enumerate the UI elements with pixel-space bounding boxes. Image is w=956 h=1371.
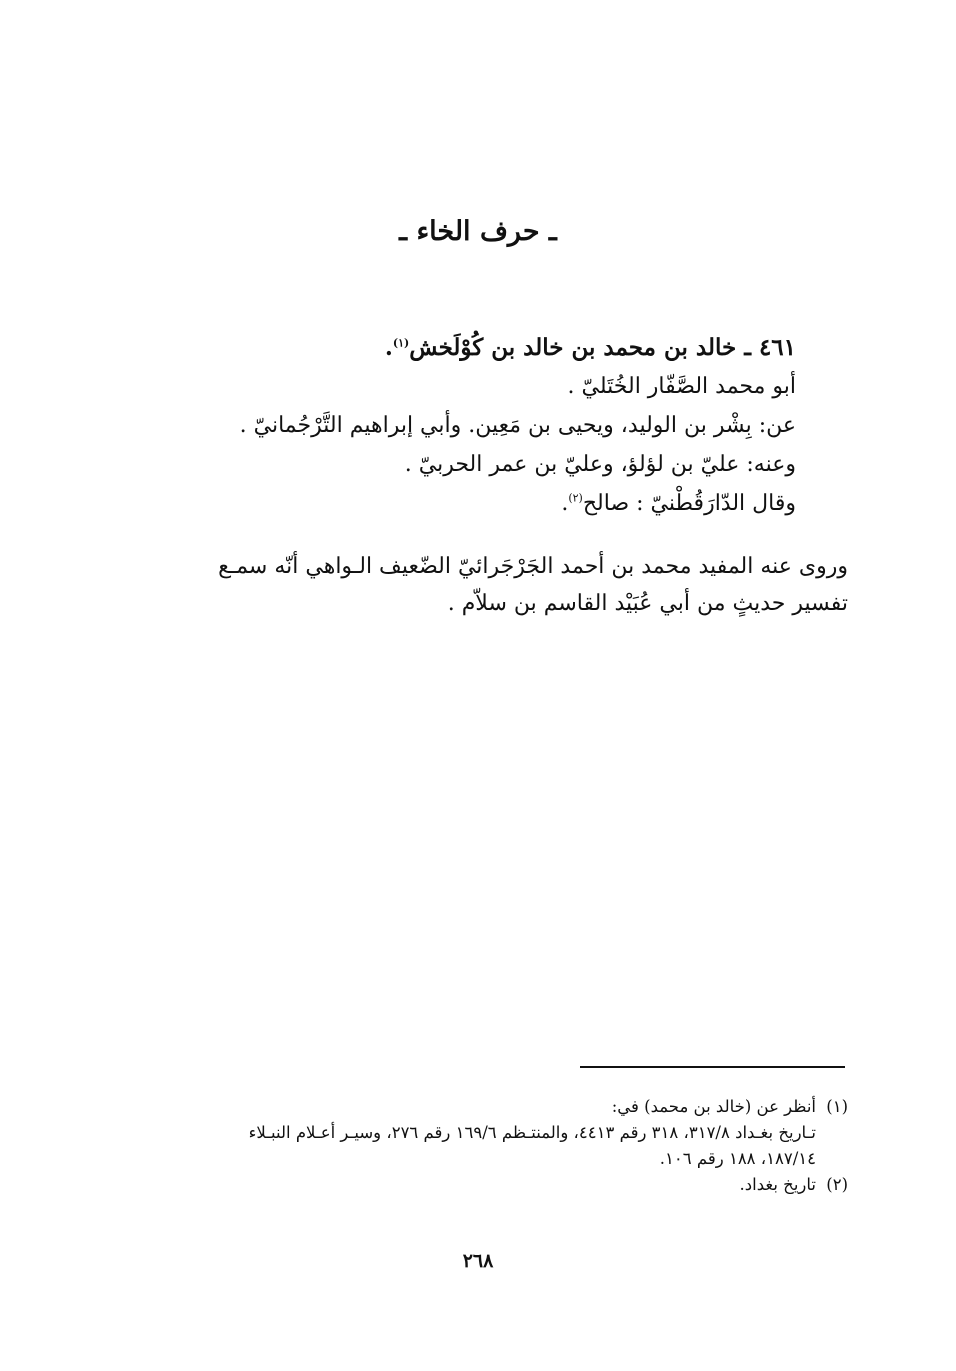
footnote-2-text: تاريخ بغداد. xyxy=(739,1175,816,1194)
entry-kunya: أبو محمد الصَّفّار الخُتَليّ . xyxy=(567,374,796,399)
narration-line-2: تفسير حديثٍ من أبي عُبَيْد القاسم بن سلاّم . xyxy=(447,591,848,616)
footnote-ref-2: (٢) xyxy=(568,491,583,505)
narration-line-1: وروى عنه المفيد محمد بن أحمد الجَرْجَرائيّ الضّعيف الـواهي أنّه سمـع xyxy=(218,554,848,579)
entry-students: وعنه: عليّ بن لؤلؤ، وعليّ بن عمر الحربيّ . xyxy=(404,452,796,477)
entry-title: ٤٦١ ـ خالد بن محمد بن خالد بن كُوْلَخش xyxy=(409,334,796,361)
footnote-1-number: (١) xyxy=(826,1097,848,1116)
footnote-1-line-1 xyxy=(118,1094,848,1120)
footnote-1-text: أنظر عن (خالد بن محمد) في: xyxy=(611,1097,816,1116)
footnote-1-line-3: ١٨٧/١٤، ١٨٨ رقم ١٠٦. xyxy=(659,1149,816,1168)
page-number: ٢٦٨ xyxy=(462,1250,494,1272)
entry-teachers: عن: بِشْر بن الوليد، ويحيى بن مَعِين. وأبي إبراهيم التَّرْجُمانيّ . xyxy=(239,413,796,438)
footnotes xyxy=(118,1094,848,1198)
entry-daraqutni-line xyxy=(156,484,796,523)
footnote-2-line-1 xyxy=(118,1172,848,1198)
footnote-separator xyxy=(580,1066,845,1068)
narration-paragraph xyxy=(124,548,848,622)
biography-entry xyxy=(156,328,796,523)
section-heading: ـ حرف الخاء ـ xyxy=(399,216,557,247)
entry-title-line xyxy=(156,328,796,367)
entry-daraqutni: وقال الدّارَقُطْنيّ : صالح xyxy=(582,491,796,516)
footnote-2-number: (٢) xyxy=(826,1175,848,1194)
entry-title-end: . xyxy=(384,334,393,361)
entry-daraqutni-end: . xyxy=(561,491,569,516)
footnote-1-line-2: تـاريخ بغـداد ٣١٧/٨، ٣١٨ رقم ٤٤١٣، والمنتـظم ١٦٩/٦ رقم ٢٧٦، وسيـر أعـلام النبـلاء xyxy=(248,1123,816,1142)
footnote-ref-1: (١) xyxy=(392,336,410,350)
